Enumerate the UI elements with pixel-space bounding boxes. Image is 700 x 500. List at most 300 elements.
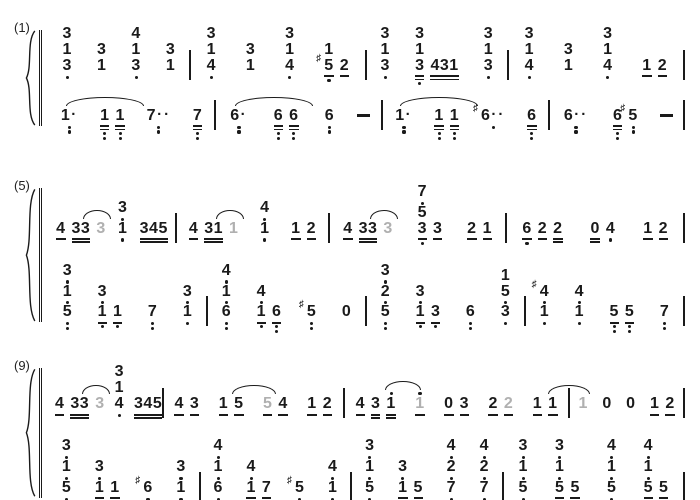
note-stack <box>243 459 274 500</box>
duration-dots: ·· <box>574 106 589 123</box>
under-zone <box>548 412 557 428</box>
note-digit-line <box>418 205 427 221</box>
note <box>95 284 110 305</box>
note-stack <box>412 26 462 90</box>
beam-underline <box>307 238 316 240</box>
stack-row <box>112 396 127 428</box>
duration-dots: · <box>405 106 413 123</box>
note-stack <box>660 114 673 140</box>
note-digit-line <box>518 438 527 454</box>
note <box>415 221 430 253</box>
note <box>286 108 301 140</box>
note-stack <box>575 396 590 428</box>
under-zone <box>174 412 183 428</box>
note <box>522 58 537 90</box>
note-digit-line <box>115 108 124 124</box>
note-digit-line <box>183 304 192 320</box>
note-digit-line <box>398 459 407 475</box>
note <box>415 205 430 221</box>
note-stack <box>395 459 426 500</box>
note-stack <box>60 26 75 90</box>
note-digit-line <box>603 26 612 42</box>
stack-row <box>639 58 670 90</box>
system-double-line <box>39 368 42 498</box>
note-digit-line <box>626 396 635 412</box>
note <box>378 58 393 90</box>
barline <box>175 213 177 243</box>
beam-underline <box>642 75 651 77</box>
under-zone <box>95 496 104 500</box>
note-digit-line <box>620 103 638 124</box>
note-stack <box>128 26 143 90</box>
beam-underline <box>658 75 667 77</box>
note <box>298 299 319 336</box>
under-zone <box>295 496 304 500</box>
note <box>620 103 640 140</box>
stack-row <box>286 474 307 500</box>
tie-arc <box>82 385 110 394</box>
note-stack <box>552 438 583 500</box>
note-digit-line <box>398 480 407 496</box>
note-digit-line <box>564 108 588 124</box>
note-digit-line <box>501 284 510 300</box>
note-digit-line <box>260 221 269 237</box>
note-stack <box>481 26 496 90</box>
note-stack <box>531 278 552 337</box>
barline <box>683 213 685 243</box>
beam-underline <box>278 414 287 416</box>
under-zone <box>356 412 365 428</box>
measure <box>50 26 188 90</box>
note <box>337 58 352 90</box>
under-zone <box>371 412 380 428</box>
under-zone <box>70 412 89 428</box>
barline <box>502 472 504 500</box>
note-digit: 2 <box>665 395 675 413</box>
note <box>316 53 336 90</box>
note <box>231 396 246 428</box>
note <box>128 26 143 42</box>
octave-dot <box>384 327 387 330</box>
duration-dots: ·· <box>157 106 172 123</box>
tie-arc <box>400 97 478 106</box>
staves <box>50 16 686 140</box>
note-digit: 4 <box>285 57 295 74</box>
under-zone <box>386 412 395 428</box>
note-stack <box>441 396 472 428</box>
note-digit: 1 <box>603 41 613 58</box>
stack-row <box>210 438 225 459</box>
under-zone <box>97 74 106 90</box>
note <box>545 396 560 428</box>
note-stack <box>243 42 258 90</box>
under-zone <box>480 496 489 500</box>
sharp-icon: ♯ <box>286 474 292 486</box>
octave-dots <box>438 130 441 140</box>
note-digit-line <box>134 396 162 412</box>
note <box>271 108 286 140</box>
beam-underline <box>359 238 378 240</box>
under-zone <box>272 320 281 336</box>
octave-dot <box>438 137 441 140</box>
octave-dots <box>525 240 528 245</box>
note-digit: 1 <box>518 458 528 476</box>
under-zone <box>359 237 378 253</box>
octave-dot <box>103 132 106 135</box>
note-digit: 1 <box>285 41 295 58</box>
under-zone <box>398 496 407 500</box>
note <box>622 304 637 336</box>
stack-row <box>219 263 234 284</box>
stack-row <box>587 221 618 253</box>
under-zone <box>340 74 349 90</box>
note-digit-line <box>63 263 72 279</box>
octave-dots <box>196 130 199 140</box>
note-digit: 6 <box>273 107 284 124</box>
note-digit-line <box>570 480 579 496</box>
note-stack <box>339 304 354 336</box>
note-digit-line <box>575 304 584 320</box>
under-zone <box>140 237 168 253</box>
octave-dot <box>328 130 331 133</box>
under-zone <box>110 496 119 500</box>
note-digit: 1 <box>62 282 73 300</box>
note-digit: 3 <box>62 25 72 42</box>
note-stack <box>92 459 123 500</box>
under-zone <box>115 124 124 140</box>
note-digit-line <box>324 42 333 58</box>
note-digit-line <box>533 396 542 412</box>
note-digit: 1 <box>113 303 123 321</box>
beam-underline <box>430 79 458 81</box>
octave-dot <box>116 325 119 328</box>
note-digit: 1 <box>117 219 128 237</box>
note <box>383 392 398 428</box>
note <box>97 108 112 140</box>
note-digit: 4 <box>213 437 223 455</box>
stack-row <box>60 58 75 90</box>
under-zone <box>246 496 255 500</box>
under-zone <box>527 124 536 140</box>
stack-row <box>304 396 335 428</box>
beam-underline <box>115 125 124 127</box>
note-digit: 1 <box>206 41 217 58</box>
note-digit: 3 <box>189 395 200 413</box>
note <box>561 108 591 140</box>
measure <box>510 26 682 90</box>
beam-underline <box>483 238 492 240</box>
note <box>378 42 393 58</box>
note-digit: 3 <box>371 395 381 413</box>
note-digit-line <box>555 459 564 475</box>
beam-underline <box>590 238 599 240</box>
note-digit-line <box>606 221 615 237</box>
octave-dot <box>418 82 421 85</box>
stack-row <box>243 459 258 480</box>
under-zone <box>63 320 72 336</box>
staff-row-lower <box>50 428 686 500</box>
note-digit: 6 <box>143 478 153 496</box>
note <box>412 58 427 90</box>
stack-row <box>186 221 242 253</box>
note-digit-line <box>578 396 587 412</box>
under-zone <box>113 320 122 336</box>
stack-row <box>647 396 678 428</box>
note <box>412 392 427 428</box>
note-digit-line <box>95 480 104 496</box>
stack-row <box>415 205 430 221</box>
beam-underline <box>650 414 659 416</box>
note-digit: 2 <box>553 219 563 237</box>
stack-row <box>561 58 576 90</box>
beam-underline <box>430 75 458 77</box>
stack-row <box>112 364 127 380</box>
note-digit: 5 <box>294 478 305 496</box>
stack-row <box>131 396 165 428</box>
note-stack <box>472 103 508 140</box>
stack-row <box>282 26 297 42</box>
note-digit: 4 <box>114 395 125 413</box>
note <box>210 459 225 480</box>
note-stack <box>599 396 614 428</box>
note-digit-line <box>246 58 255 74</box>
note <box>204 26 219 42</box>
note <box>519 221 534 253</box>
note <box>260 396 275 428</box>
note-digit: 1 <box>649 395 660 413</box>
note-digit-line <box>365 438 374 454</box>
measure <box>178 200 327 253</box>
octave-dots <box>66 320 69 330</box>
note-digit: 4 <box>55 395 65 413</box>
octave-dots <box>260 324 263 329</box>
note <box>243 459 258 480</box>
octave-dot <box>66 322 69 325</box>
tie-arc <box>216 210 244 219</box>
beam-underline <box>450 125 459 127</box>
octave-dot <box>438 132 441 135</box>
note-stack <box>304 396 335 428</box>
octave-dot <box>530 132 533 135</box>
note-digit-line <box>213 459 222 475</box>
under-zone <box>189 237 198 253</box>
note <box>60 26 75 42</box>
beam-underline <box>263 414 272 416</box>
note-digit-line <box>484 42 493 58</box>
barline <box>381 100 383 130</box>
measure <box>353 438 501 500</box>
under-zone <box>555 496 564 500</box>
note-digit: 7 <box>261 478 272 496</box>
note-digit-line <box>356 396 365 412</box>
stack-row <box>95 304 126 336</box>
note-digit: 3 <box>97 282 108 300</box>
octave-dot <box>288 76 291 79</box>
beam-underline <box>613 125 622 127</box>
note-digit-line <box>204 221 223 237</box>
octave-dots <box>609 237 612 242</box>
note-digit-line <box>62 480 71 496</box>
beam-underline <box>659 238 668 240</box>
note-stack <box>477 438 492 500</box>
note-digit: 5 <box>263 395 273 413</box>
octave-dots <box>292 130 295 140</box>
note <box>59 459 74 480</box>
octave-dot <box>613 325 616 328</box>
stack-row <box>190 108 205 140</box>
note <box>412 26 427 42</box>
stack-row <box>362 459 377 480</box>
note-digit: 1 <box>114 379 125 397</box>
note-stack <box>657 304 672 336</box>
octave-dot <box>663 322 666 325</box>
note-digit-line <box>213 480 222 496</box>
note-digit-line <box>522 221 531 237</box>
under-zone <box>72 237 91 253</box>
octave-dots <box>402 124 405 134</box>
note-stack <box>190 108 205 140</box>
under-zone <box>134 412 162 428</box>
octave-dot <box>328 126 331 129</box>
octave-dot <box>151 327 154 330</box>
note-digit-line <box>660 304 669 320</box>
under-zone <box>324 74 333 90</box>
note-digit: 2 <box>488 395 498 413</box>
note-stack <box>52 396 108 428</box>
note-digit-line <box>395 108 412 124</box>
under-zone <box>343 237 352 253</box>
note-digit-line <box>447 459 456 475</box>
note-digit: 1 <box>115 107 125 124</box>
octave-dot <box>543 322 546 325</box>
staff-row-upper <box>50 174 686 253</box>
under-zone <box>431 320 440 336</box>
octave-dots <box>135 74 138 79</box>
stack-row <box>60 26 75 42</box>
note-digit-line <box>113 304 122 320</box>
note-digit-line <box>307 396 316 412</box>
under-zone <box>342 320 351 336</box>
note <box>498 284 513 305</box>
note-digit: 5 <box>643 478 653 496</box>
under-zone <box>564 74 573 90</box>
note <box>254 284 269 305</box>
note-stack <box>639 58 670 90</box>
octave-dot <box>119 137 122 140</box>
note-digit-line <box>433 221 442 237</box>
stack-row <box>522 42 537 58</box>
note-digit-line <box>484 26 493 42</box>
note <box>498 268 513 284</box>
note <box>362 459 377 480</box>
beam-underline <box>527 125 536 127</box>
note-digit-line <box>444 396 453 412</box>
note-stack <box>53 221 109 253</box>
note <box>411 480 426 500</box>
octave-dot <box>157 130 160 133</box>
stack-row <box>524 108 539 140</box>
note-digit: 5 <box>518 478 528 496</box>
stack-row <box>59 438 74 459</box>
note-digit-line <box>447 438 456 454</box>
note-digit: 1 <box>563 57 574 74</box>
stack-row <box>243 58 258 90</box>
note-digit-line <box>257 304 266 320</box>
tie-arc <box>370 210 398 219</box>
octave-dots <box>610 496 613 500</box>
note-digit-line <box>234 396 243 412</box>
octave-dots <box>66 74 69 79</box>
stack-row <box>257 221 272 253</box>
stack-row <box>60 263 75 284</box>
note-digit-line <box>55 396 64 412</box>
note-digit-line <box>176 459 185 475</box>
octave-dots <box>543 320 546 325</box>
beam-underline <box>343 238 352 240</box>
note-digit: 5 <box>234 395 244 413</box>
note-stack <box>340 221 396 253</box>
system-brace <box>24 368 36 498</box>
octave-dots <box>275 324 278 334</box>
measure <box>202 438 350 500</box>
note-digit: 1 <box>229 219 239 237</box>
under-zone <box>659 237 668 253</box>
octave-dot <box>402 126 405 129</box>
beam-underline <box>55 414 64 416</box>
duration-dots: ·· <box>491 106 506 123</box>
note-digit-line <box>460 396 469 412</box>
stack-row <box>378 284 393 305</box>
note-digit: 6 <box>527 107 537 124</box>
barline <box>214 100 216 130</box>
note <box>282 26 297 42</box>
under-zone <box>504 412 513 428</box>
note <box>60 263 75 284</box>
octave-dots <box>528 74 531 79</box>
note <box>112 364 127 380</box>
note-digit: 1 <box>218 395 229 413</box>
note-digit-line <box>340 58 349 74</box>
beam-underline <box>415 75 424 77</box>
note-digit-line <box>298 299 317 321</box>
under-zone <box>538 237 547 253</box>
octave-dots <box>237 124 240 134</box>
note-digit-line <box>246 480 255 496</box>
octave-dots <box>606 74 609 79</box>
note <box>392 108 415 140</box>
octave-dot <box>66 76 69 79</box>
note-digit-line <box>115 396 124 412</box>
note-digit-line <box>285 58 294 74</box>
tie-arc <box>385 381 421 390</box>
note-stack <box>607 304 638 336</box>
stack-row <box>210 459 225 480</box>
under-zone <box>55 412 64 428</box>
sharp-icon: ♯ <box>135 474 141 486</box>
staff-row-upper <box>50 354 686 428</box>
note <box>137 221 171 253</box>
under-zone <box>381 320 390 336</box>
note-digit-line <box>115 364 124 380</box>
note <box>395 480 410 500</box>
note-digit: 1 <box>548 395 558 413</box>
under-zone <box>395 124 412 140</box>
beam-underline <box>204 241 223 243</box>
note-digit: 5 <box>609 303 619 321</box>
note-digit: 4 <box>278 395 288 413</box>
note-digit: 1 <box>97 303 108 321</box>
note <box>498 304 513 336</box>
